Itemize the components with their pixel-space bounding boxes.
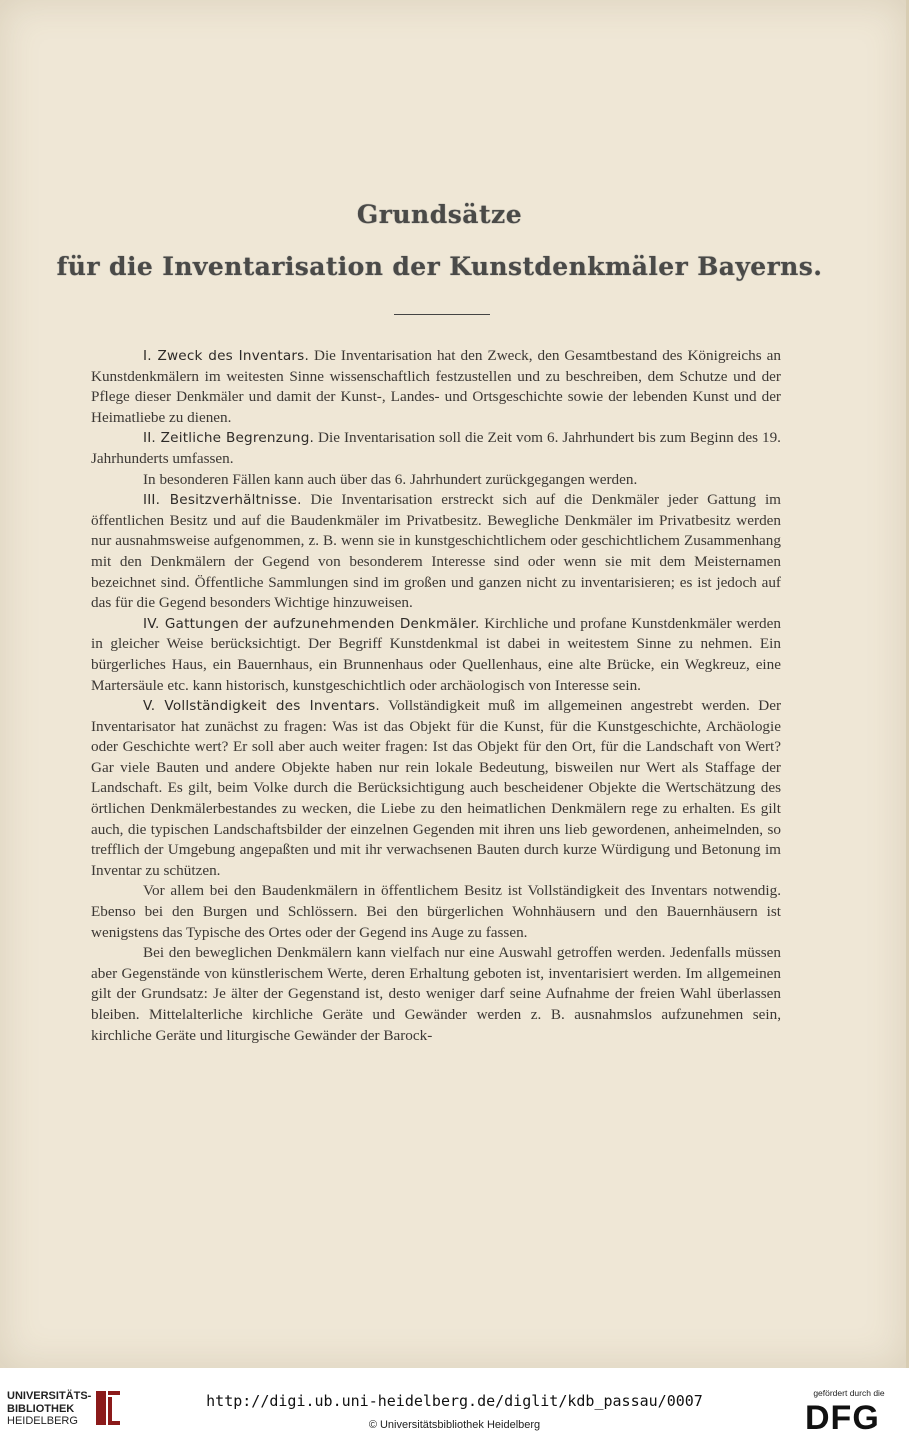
section-heading: IV. Gattungen der aufzunehmenden Denkmäler. <box>143 615 480 632</box>
funder-caption: gefördert durch die <box>813 1388 885 1398</box>
section-text: Die Inventarisation erstreckt sich auf die Denkmäler jeder Gattung im öffentlichen Besitz und auf die Baudenkmäler im Privatbesitz. Bewegliche Denkmäler im Privatbesitz werden nur ausnahmsweise aufgenommen, z. B. wenn sie in kunstgeschichtlichem oder geschichtlichem Zusammenhang mit den Denkmälern der Gegend von besonderem Interesse sind oder wenn sie mit dem Meisternamen bezeichnet sind. Öffentliche Sammlungen sind im großen und ganzen nicht zu inventarisieren; es ist jedoch auf das für die Gegend besonders Wichtige hinzuweisen. <box>91 491 781 612</box>
section-5-paragraph-2 <box>91 881 781 943</box>
section-5-paragraph-3 <box>91 943 781 1046</box>
section-1 <box>91 346 781 428</box>
section-2 <box>91 428 781 469</box>
section-4 <box>91 614 781 696</box>
library-name-line2: BIBLIOTHEK <box>7 1402 75 1415</box>
section-text: Vor allem bei den Baudenkmälern in öffentlichem Besitz ist Vollständigkeit des Inventars notwendig. Ebenso bei den Burgen und Schlössern. Bei den bürgerlichen Wohnhäusern und den Bauernhäusern ist wenigstens das Typische des Ortes oder der Gegend ins Auge zu fassen. <box>91 882 781 941</box>
copyright-notice: © Universitätsbibliothek Heidelberg <box>368 1419 541 1431</box>
section-2-paragraph <box>91 470 781 491</box>
library-name-line3: HEIDELBERG <box>7 1415 78 1427</box>
section-5 <box>91 696 781 881</box>
title-divider <box>394 314 490 315</box>
page-subtitle: für die Inventarisation der Kunstdenkmäler Bayerns. <box>56 252 823 281</box>
section-text: Die Inventarisation hat den Zweck, den Gesamtbestand des Königreichs an Kunstdenkmälern im weitesten Sinne wissenschaftlich festzustellen und zu beschreiben, dem Schutze und der Pflege dieser Denkmäler und damit der Kunst-, Landes- und Ortsgeschichte sowie der lebenden Kunst und der Heimatliebe zu dienen. <box>91 347 781 426</box>
section-text: Kirchliche und profane Kunstdenkmäler werden in gleicher Weise berücksichtigt. Der Begriff Kunstdenkmal ist dabei in weitestem Sinne zu nehmen. Ein bürgerliches Haus, ein Bauernhaus, ein Brunnenhaus oder Quellenhaus, eine alte Brücke, ein Wegkreuz, eine Martersäule etc. kann historisch, kunstgeschichtlich oder archäologisch von Interesse sein. <box>91 614 781 694</box>
section-text: Bei den beweglichen Denkmälern kann vielfach nur eine Auswahl getroffen werden. Jedenfalls müssen aber Gegenstände von künstlerischem Werte, deren Erhaltung geboten ist, inventarisiert werden. Im allgemeinen gilt der Grundsatz: Je älter der Gegenstand ist, desto weniger darf seine Aufnahme der freien Wahl überlassen bleiben. Mittelalterliche kirchliche Geräte und Gewänder werden z. B. ausnahmslos aufzunehmen sein, kirchliche Geräte und liturgische Gewänder der Barock- <box>91 944 781 1044</box>
section-heading: III. Besitzverhältnisse. <box>143 492 302 509</box>
document-body <box>91 346 781 1046</box>
section-heading: V. Vollständigkeit des Inventars. <box>143 698 380 715</box>
page-title: Grundsätze <box>356 200 523 229</box>
library-name-line1: UNIVERSITÄTS- <box>7 1390 92 1402</box>
section-text: Die Inventarisation soll die Zeit vom 6. Jahrhundert bis zum Beginn des 19. Jahrhunderts umfassen. <box>91 429 781 467</box>
permalink[interactable]: http://digi.ub.uni-heidelberg.de/diglit/kdb_passau/0007 <box>206 1392 703 1410</box>
section-heading: II. Zeitliche Begrenzung. <box>143 430 315 447</box>
section-heading: I. Zweck des Inventars. <box>143 348 309 364</box>
section-text: In besonderen Fällen kann auch über das 6. Jahrhundert zurückgegangen werden. <box>143 470 638 488</box>
dfg-logo[interactable]: DFG <box>805 1399 880 1437</box>
section-text: Vollständigkeit muß im allgemeinen angestrebt werden. Der Inventarisator hat zunächst zu fragen: Was ist das Objekt für die Kunst, für die Kunstgeschichte, Archäologie oder Geschichte wert? Er soll aber auch weiter fragen: Ist das Objekt für den Ort, für die Landschaft von Wert? Gar viele Bauten und andere Objekte haben nur rein lokale Bedeutung, bisweilen nur Wert als Staffage der Landschaft. Es gilt, beim Volke durch die Berücksichtigung auch bescheidener Objekte die Wertschätzung des örtlichen Denkmälerbestandes zu wecken, die Liebe zu den heimatlichen Denkmälern rege zu erhalten. Es gilt auch, die typischen Landschaftsbilder der einzelnen Gegenden mit ihren uns lieb gewordenen, anheimelnden, so trefflich der Umgebung angepaßten und mit ihr verwachsenen Bauten durch kurze Würdigung und Betonung im Inventar zu schützen. <box>91 697 781 879</box>
section-3 <box>91 490 781 614</box>
